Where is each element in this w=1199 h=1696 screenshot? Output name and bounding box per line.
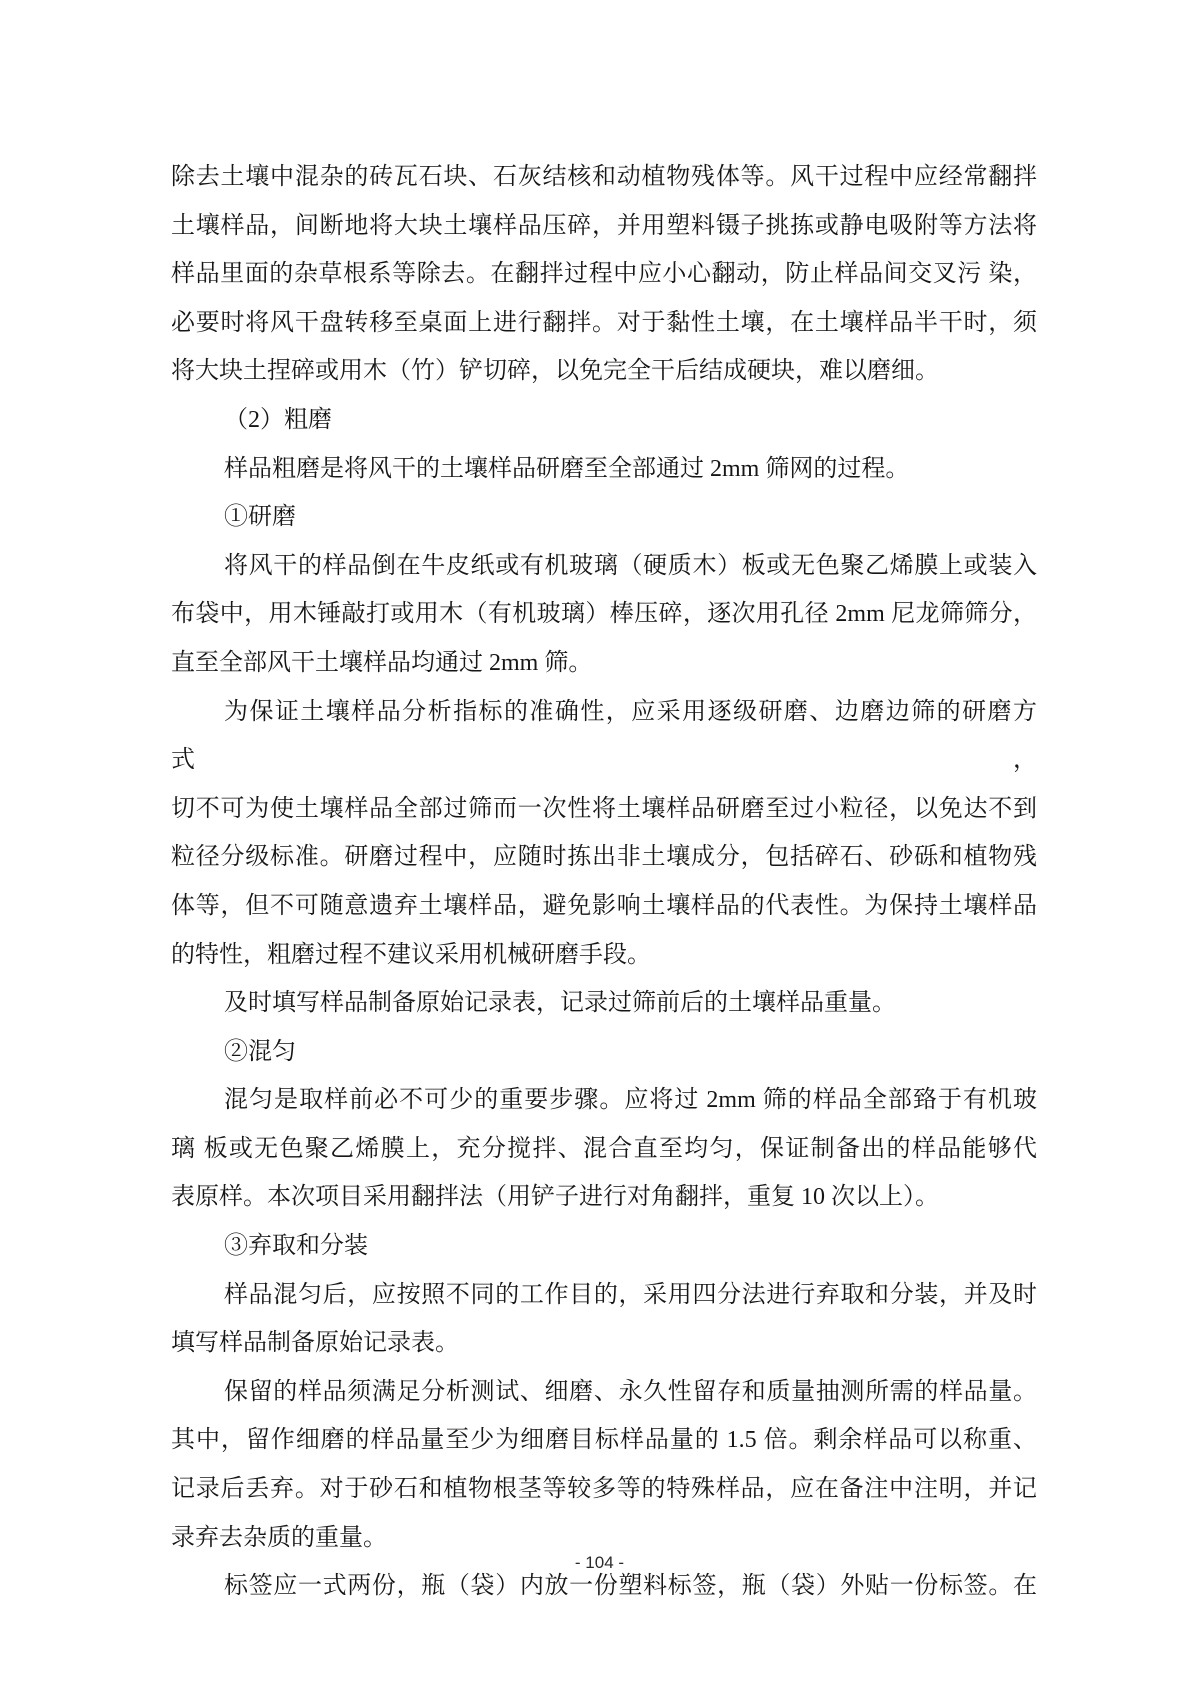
body-line: 标签应一式两份，瓶（袋）内放一份塑料标签，瓶（袋）外贴一份标签。在 xyxy=(224,1573,1037,1600)
body-line: 填写样品制备原始记录表。 xyxy=(171,1330,459,1357)
body-line: 布袋中，用木锤敲打或用木（有机玻璃）棒压碎，逐次用孔径 2mm 尼龙筛筛分， xyxy=(171,601,1037,628)
body-line: 的特性，粗磨过程不建议采用机械研磨手段。 xyxy=(171,941,651,968)
heading-coarse-grinding: （2）粗磨 xyxy=(224,406,332,433)
body-line: 粒径分级标准。研磨过程中，应随时拣出非土壤成分，包括碎石、砂砾和植物残 xyxy=(171,844,1037,871)
body-line: 除去土壤中混杂的砖瓦石块、石灰结核和动植物残体等。风干过程中应经常翻拌 xyxy=(171,164,1037,190)
body-line: 直至全部风干土壤样品均通过 2mm 筛。 xyxy=(171,649,593,676)
body-line: 将风干的样品倒在牛皮纸或有机玻璃（硬质木）板或无色聚乙烯膜上或装入 xyxy=(224,552,1037,579)
body-line: 保留的样品须满足分析测试、细磨、永久性留存和质量抽测所需的样品量。 xyxy=(224,1378,1037,1405)
body-text xyxy=(171,153,1037,1611)
body-line: 为保证土壤样品分析指标的准确性，应采用逐级研磨、边磨边筛的研磨方式， xyxy=(171,698,1037,774)
heading-mixing: ②混匀 xyxy=(224,1038,296,1065)
body-line: 其中，留作细磨的样品量至少为细磨目标样品量的 1.5 倍。剩余样品可以称重、 xyxy=(171,1427,1037,1454)
heading-grinding: ①研磨 xyxy=(224,504,296,531)
body-line: 样品里面的杂草根系等除去。在翻拌过程中应小心翻动，防止样品间交叉污 染， xyxy=(171,261,1037,288)
body-line: 样品粗磨是将风干的土壤样品研磨至全部通过 2mm 筛网的过程。 xyxy=(224,455,910,482)
body-line: 记录后丢弃。对于砂石和植物根茎等较多等的特殊样品，应在备注中注明，并记 xyxy=(171,1476,1037,1503)
page-number: - 104 - xyxy=(574,1553,625,1572)
body-line: 样品混匀后，应按照不同的工作目的，采用四分法进行弃取和分装，并及时 xyxy=(224,1281,1037,1308)
body-line: 切不可为使土壤样品全部过筛而一次性将土壤样品研磨至过小粒径，以免达不到 xyxy=(171,795,1037,822)
body-line: 必要时将风干盘转移至桌面上进行翻拌。对于黏性土壤，在土壤样品半干时，须 xyxy=(171,309,1037,336)
heading-discarding-packaging: ③弃取和分装 xyxy=(224,1233,368,1260)
body-line: 录弃去杂质的重量。 xyxy=(171,1524,387,1551)
body-line: 混匀是取样前必不可少的重要步骤。应将过 2mm 筛的样品全部臵于有机玻 xyxy=(224,1087,1037,1114)
body-line: 璃 板或无色聚乙烯膜上，充分搅拌、混合直至均匀，保证制备出的样品能够代 xyxy=(171,1135,1037,1162)
body-line: 体等，但不可随意遗弃土壤样品，避免影响土壤样品的代表性。为保持土壤样品 xyxy=(171,892,1037,919)
body-line: 及时填写样品制备原始记录表，记录过筛前后的土壤样品重量。 xyxy=(224,990,896,1017)
body-line: 将大块土捏碎或用木（竹）铲切碎，以免完全干后结成硬块，难以磨细。 xyxy=(171,358,939,385)
body-line: 土壤样品，间断地将大块土壤样品压碎，并用塑料镊子挑拣或静电吸附等方法将 xyxy=(171,212,1037,239)
body-line: 表原样。本次项目采用翻拌法（用铲子进行对角翻拌，重复 10 次以上）。 xyxy=(171,1184,939,1211)
